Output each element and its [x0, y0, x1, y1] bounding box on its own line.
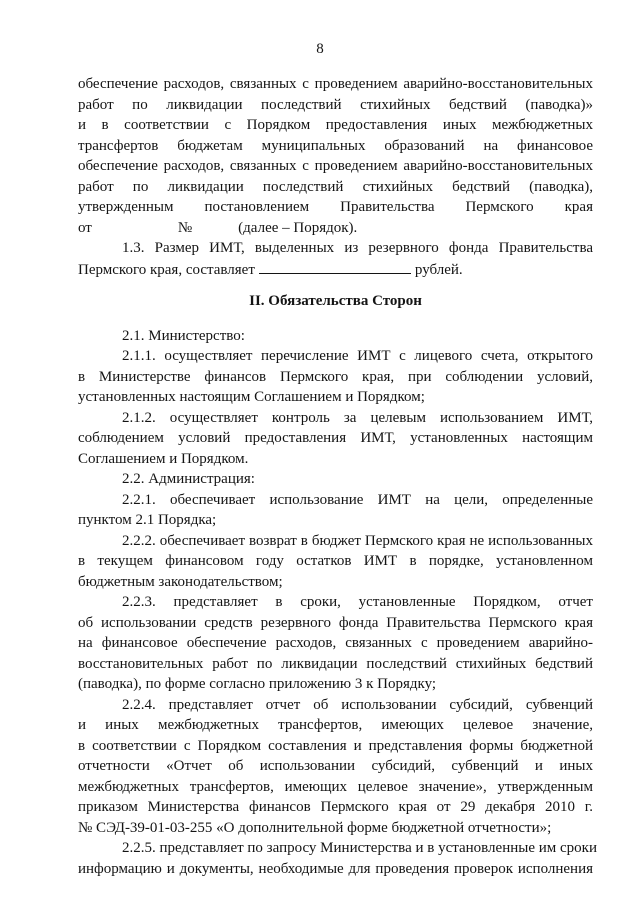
text-line: восстановительных работ по ликвидации последствий стихийных бедствий: [78, 655, 593, 672]
text-line: 2.1.2. осуществляет контроль за целевым использованием ИМТ,: [122, 409, 593, 426]
text-line: утвержденным постановлением Правительства Пермского края: [78, 199, 593, 215]
text-line: в Министерстве финансов Пермского края, при соблюдении условий,: [78, 368, 593, 385]
date-prefix: от: [78, 219, 92, 236]
text-line: 2.2.3. представляет в сроки, установленные Порядком, отчет: [122, 594, 593, 610]
poryadok-note: (далее – Порядок).: [238, 219, 358, 236]
text-line: работ по ликвидации последствий стихийных бедствий (паводка),: [78, 178, 593, 195]
text-line: 2.1. Министерство:: [122, 327, 245, 344]
text-line: № СЭД-39-01-03-255 «О дополнительной форме бюджетной отчетности»;: [78, 819, 552, 836]
text-line: соблюдением условий предоставления ИМТ, установленных настоящим: [78, 430, 593, 446]
text-line: 2.1.1. осуществляет перечисление ИМТ с лицевого счета, открытого: [122, 348, 593, 364]
text-line: отчетности «Отчет об использовании субсидий, субвенций и иных: [78, 758, 593, 774]
section-heading: II. Обязательства Сторон: [249, 293, 422, 309]
text-line: (паводка), по форме согласно приложению 3 к Порядку;: [78, 676, 437, 692]
text-line: 1.3. Размер ИМТ, выделенных из резервного фонда Правительства: [122, 240, 593, 256]
amount-label: Пермского края, составляет: [78, 261, 255, 278]
text-line: Соглашением и Порядком.: [78, 450, 249, 467]
text-line: обеспечение расходов, связанных с проведением аварийно-восстановительных: [78, 158, 593, 174]
text-line: в текущем финансовом году остатков ИМТ в порядке, установленном: [78, 553, 593, 569]
text-line: в соответствии с Порядком составления и представления формы бюджетной: [78, 737, 593, 754]
text-line: установленных настоящим Соглашением и Порядком;: [78, 389, 425, 405]
text-line: обеспечение расходов, связанных с проведением аварийно-восстановительных: [78, 76, 593, 92]
text-line: и иных межбюджетных трансфертов, имеющих целевое значение,: [78, 717, 593, 733]
text-line: 2.2.2. обеспечивает возврат в бюджет Пермского края не использованных: [122, 532, 593, 549]
text-line: [78, 259, 593, 280]
text-line: 2.2. Администрация:: [122, 471, 255, 487]
text-line: информацию и документы, необходимые для проведения проверок исполнения: [78, 860, 593, 877]
text-line: работ по ликвидации последствий стихийных бедствий (паводка)»: [78, 96, 593, 113]
text-line: межбюджетных трансфертов, имеющих целевое значение», утвержденным: [78, 778, 593, 795]
text-line: 2.2.1. обеспечивает использование ИМТ на цели, определенные: [122, 491, 593, 508]
text-line: и в соответствии с Порядком предоставления иных межбюджетных: [78, 117, 593, 133]
amount-blank-field: [259, 259, 411, 274]
text-line: приказом Министерства финансов Пермского края от 29 декабря 2010 г.: [78, 799, 593, 815]
text-line: бюджетным законодательством;: [78, 573, 283, 590]
text-line: об использовании средств резервного фонда Правительства Пермского края: [78, 614, 593, 631]
text-line: [78, 218, 593, 239]
page-number: 8: [316, 41, 324, 57]
text-line: пунктом 2.1 Порядка;: [78, 512, 217, 528]
text-line: 2.2.4. представляет отчет об использовании субсидий, субвенций: [122, 696, 593, 713]
currency-label: рублей.: [414, 261, 463, 278]
number-sign: №: [177, 219, 193, 236]
text-line: трансфертов бюджетам муниципальных образований на финансовое: [78, 137, 593, 154]
text-line: 2.2.5. представляет по запросу Министерства и в установленные им сроки: [122, 840, 597, 856]
text-line: на финансовое обеспечение расходов, связанных с проведением аварийно-: [78, 635, 593, 651]
document-body: [78, 74, 597, 879]
